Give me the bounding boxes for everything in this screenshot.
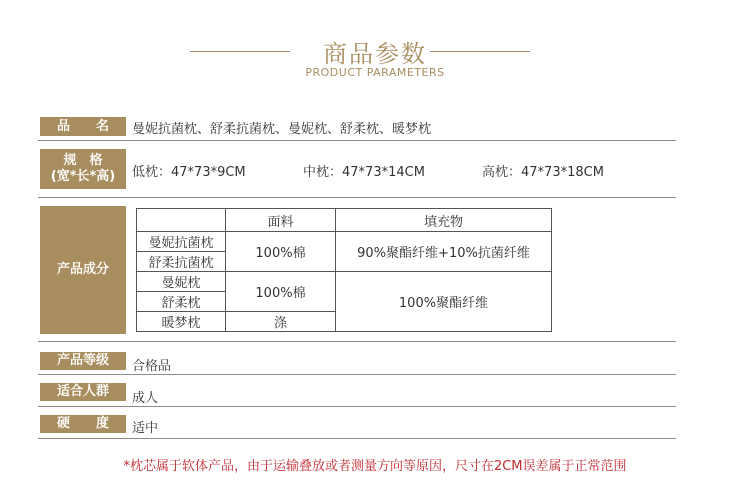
row-audience bbox=[38, 375, 676, 407]
page-title: 商品参数 bbox=[323, 40, 427, 68]
hardness-value: 适中 bbox=[132, 421, 159, 436]
product-cell: 舒柔枕 bbox=[137, 292, 226, 312]
composition-table bbox=[136, 208, 552, 332]
spec-label-line1: 规 格 bbox=[63, 153, 103, 168]
grade-value: 合格品 bbox=[132, 359, 172, 374]
product-cell: 曼妮抗菌枕 bbox=[137, 232, 226, 252]
row-name bbox=[38, 114, 676, 141]
product-cell: 曼妮枕 bbox=[137, 272, 226, 292]
filling-cell: 100%聚酯纤维 bbox=[336, 272, 552, 332]
table-row bbox=[137, 272, 552, 292]
grade-label: 产品等级 bbox=[40, 352, 126, 370]
composition-label: 产品成分 bbox=[40, 206, 126, 334]
spec-low: 低枕：47*73*9CM bbox=[132, 165, 246, 180]
row-divider bbox=[38, 438, 676, 439]
spec-mid: 中枕：47*73*14CM bbox=[303, 165, 425, 180]
spec-label bbox=[40, 149, 126, 189]
header-cell-filling: 填充物 bbox=[336, 209, 552, 232]
product-cell: 暖梦枕 bbox=[137, 312, 226, 332]
audience-value: 成人 bbox=[132, 391, 159, 406]
hardness-label: 硬 度 bbox=[40, 415, 126, 433]
row-spec bbox=[38, 141, 676, 198]
audience-label: 适合人群 bbox=[40, 383, 126, 401]
table-row bbox=[137, 232, 552, 252]
disclaimer-note: *枕芯属于软体产品，由于运输叠放或者测量方向等原因，尺寸在2CM误差属于正常范围 bbox=[123, 459, 627, 474]
page-header bbox=[0, 34, 750, 84]
title-divider-right bbox=[430, 51, 530, 52]
fabric-cell: 涤 bbox=[226, 312, 336, 332]
product-cell: 舒柔抗菌枕 bbox=[137, 252, 226, 272]
header-cell-fabric: 面料 bbox=[226, 209, 336, 232]
spec-label-line2: (宽*长*高) bbox=[50, 169, 116, 184]
fabric-cell: 100%棉 bbox=[226, 232, 336, 272]
table-header-row bbox=[137, 209, 552, 232]
row-hardness bbox=[38, 407, 676, 439]
name-label: 品 名 bbox=[40, 117, 126, 136]
row-grade bbox=[38, 342, 676, 375]
page-subtitle: PRODUCT PARAMETERS bbox=[305, 66, 445, 79]
header-cell-blank bbox=[137, 209, 226, 232]
name-value: 曼妮抗菌枕、舒柔抗菌枕、曼妮枕、舒柔枕、暖梦枕 bbox=[132, 122, 432, 137]
filling-cell: 90%聚酯纤维+10%抗菌纤维 bbox=[336, 232, 552, 272]
spec-high: 高枕：47*73*18CM bbox=[482, 165, 604, 180]
fabric-cell: 100%棉 bbox=[226, 272, 336, 312]
